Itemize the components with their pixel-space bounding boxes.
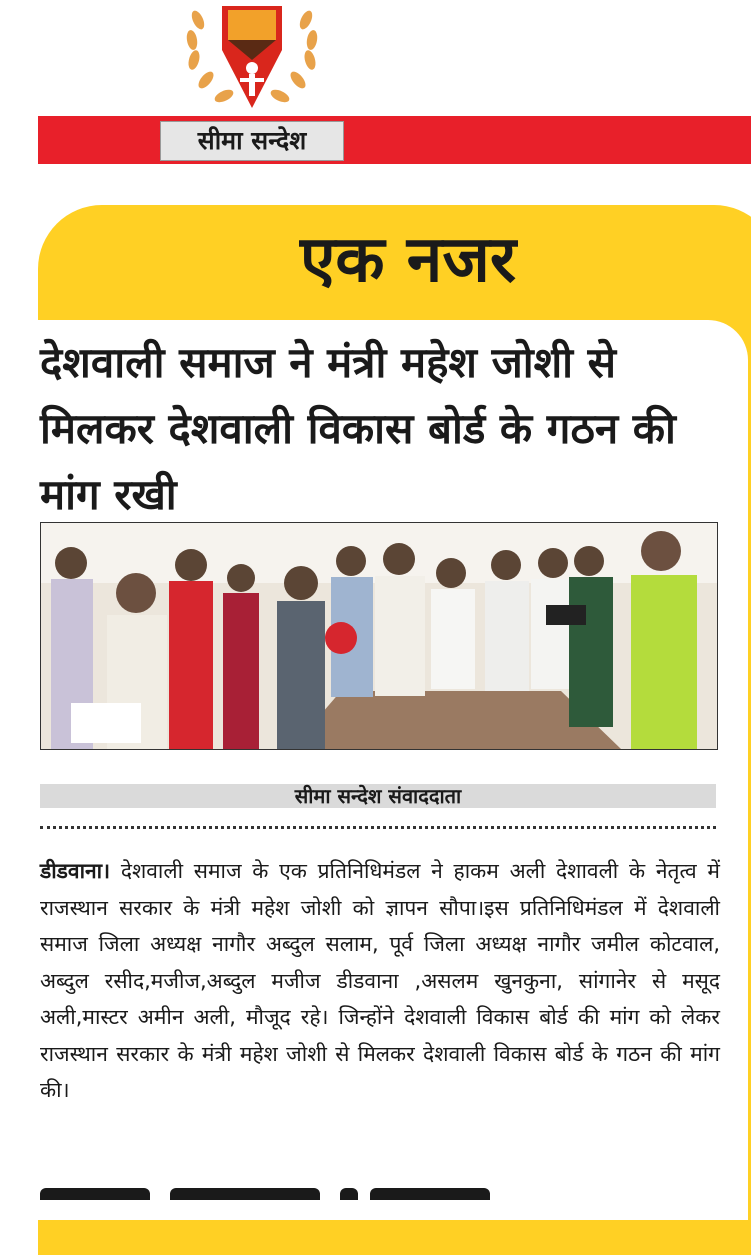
newspaper-name: सीमा सन्देश [160, 121, 344, 161]
masthead-band [38, 116, 751, 164]
article-body [40, 853, 720, 1109]
article-headline: देशवाली समाज ने मंत्री महेश जोशी से मिलकर देशवाली विकास बोर्ड के गठन की मांग रखी [40, 338, 676, 519]
cutoff-next-headline [40, 1186, 560, 1200]
section-title: एक नजर [299, 223, 516, 297]
pen-nib-soldier-wreath-logo [178, 0, 326, 112]
newspaper-logo [178, 0, 326, 112]
article-body-text: देशवाली समाज के एक प्रतिनिधिमंडल ने हाकम अली देशावली के नेतृत्व में राजस्थान सरकार के मंत्री महेश जोशी को ज्ञापन सौपा।इस प्रतिनिधिमंडल में देशवाली समाज जिला अध्यक्ष नागौर अब्दुल सलाम, पूर्व जिला अध्यक्ष नागौर जमील कोटवाल, अब्दुल रसीद,मजीज,अब्दुल मजीज डीडवाना ,असलम खुनकुना, सांगानेर से मसूद अली,मास्टर अमीन अली, मौजूद रहे। जिन्होंने देशवाली विकास बोर्ड की मांग को लेकर राजस्थान सरकार के मंत्री महेश जोशी से मिलकर देशवाली विकास बोर्ड के गठन की मांग की। [40, 859, 720, 1102]
group-meeting-photo [41, 523, 717, 749]
article-photo [40, 522, 718, 750]
dateline: डीडवाना। [40, 859, 111, 883]
byline: सीमा सन्देश संवाददाता [40, 784, 716, 808]
divider [40, 826, 716, 829]
